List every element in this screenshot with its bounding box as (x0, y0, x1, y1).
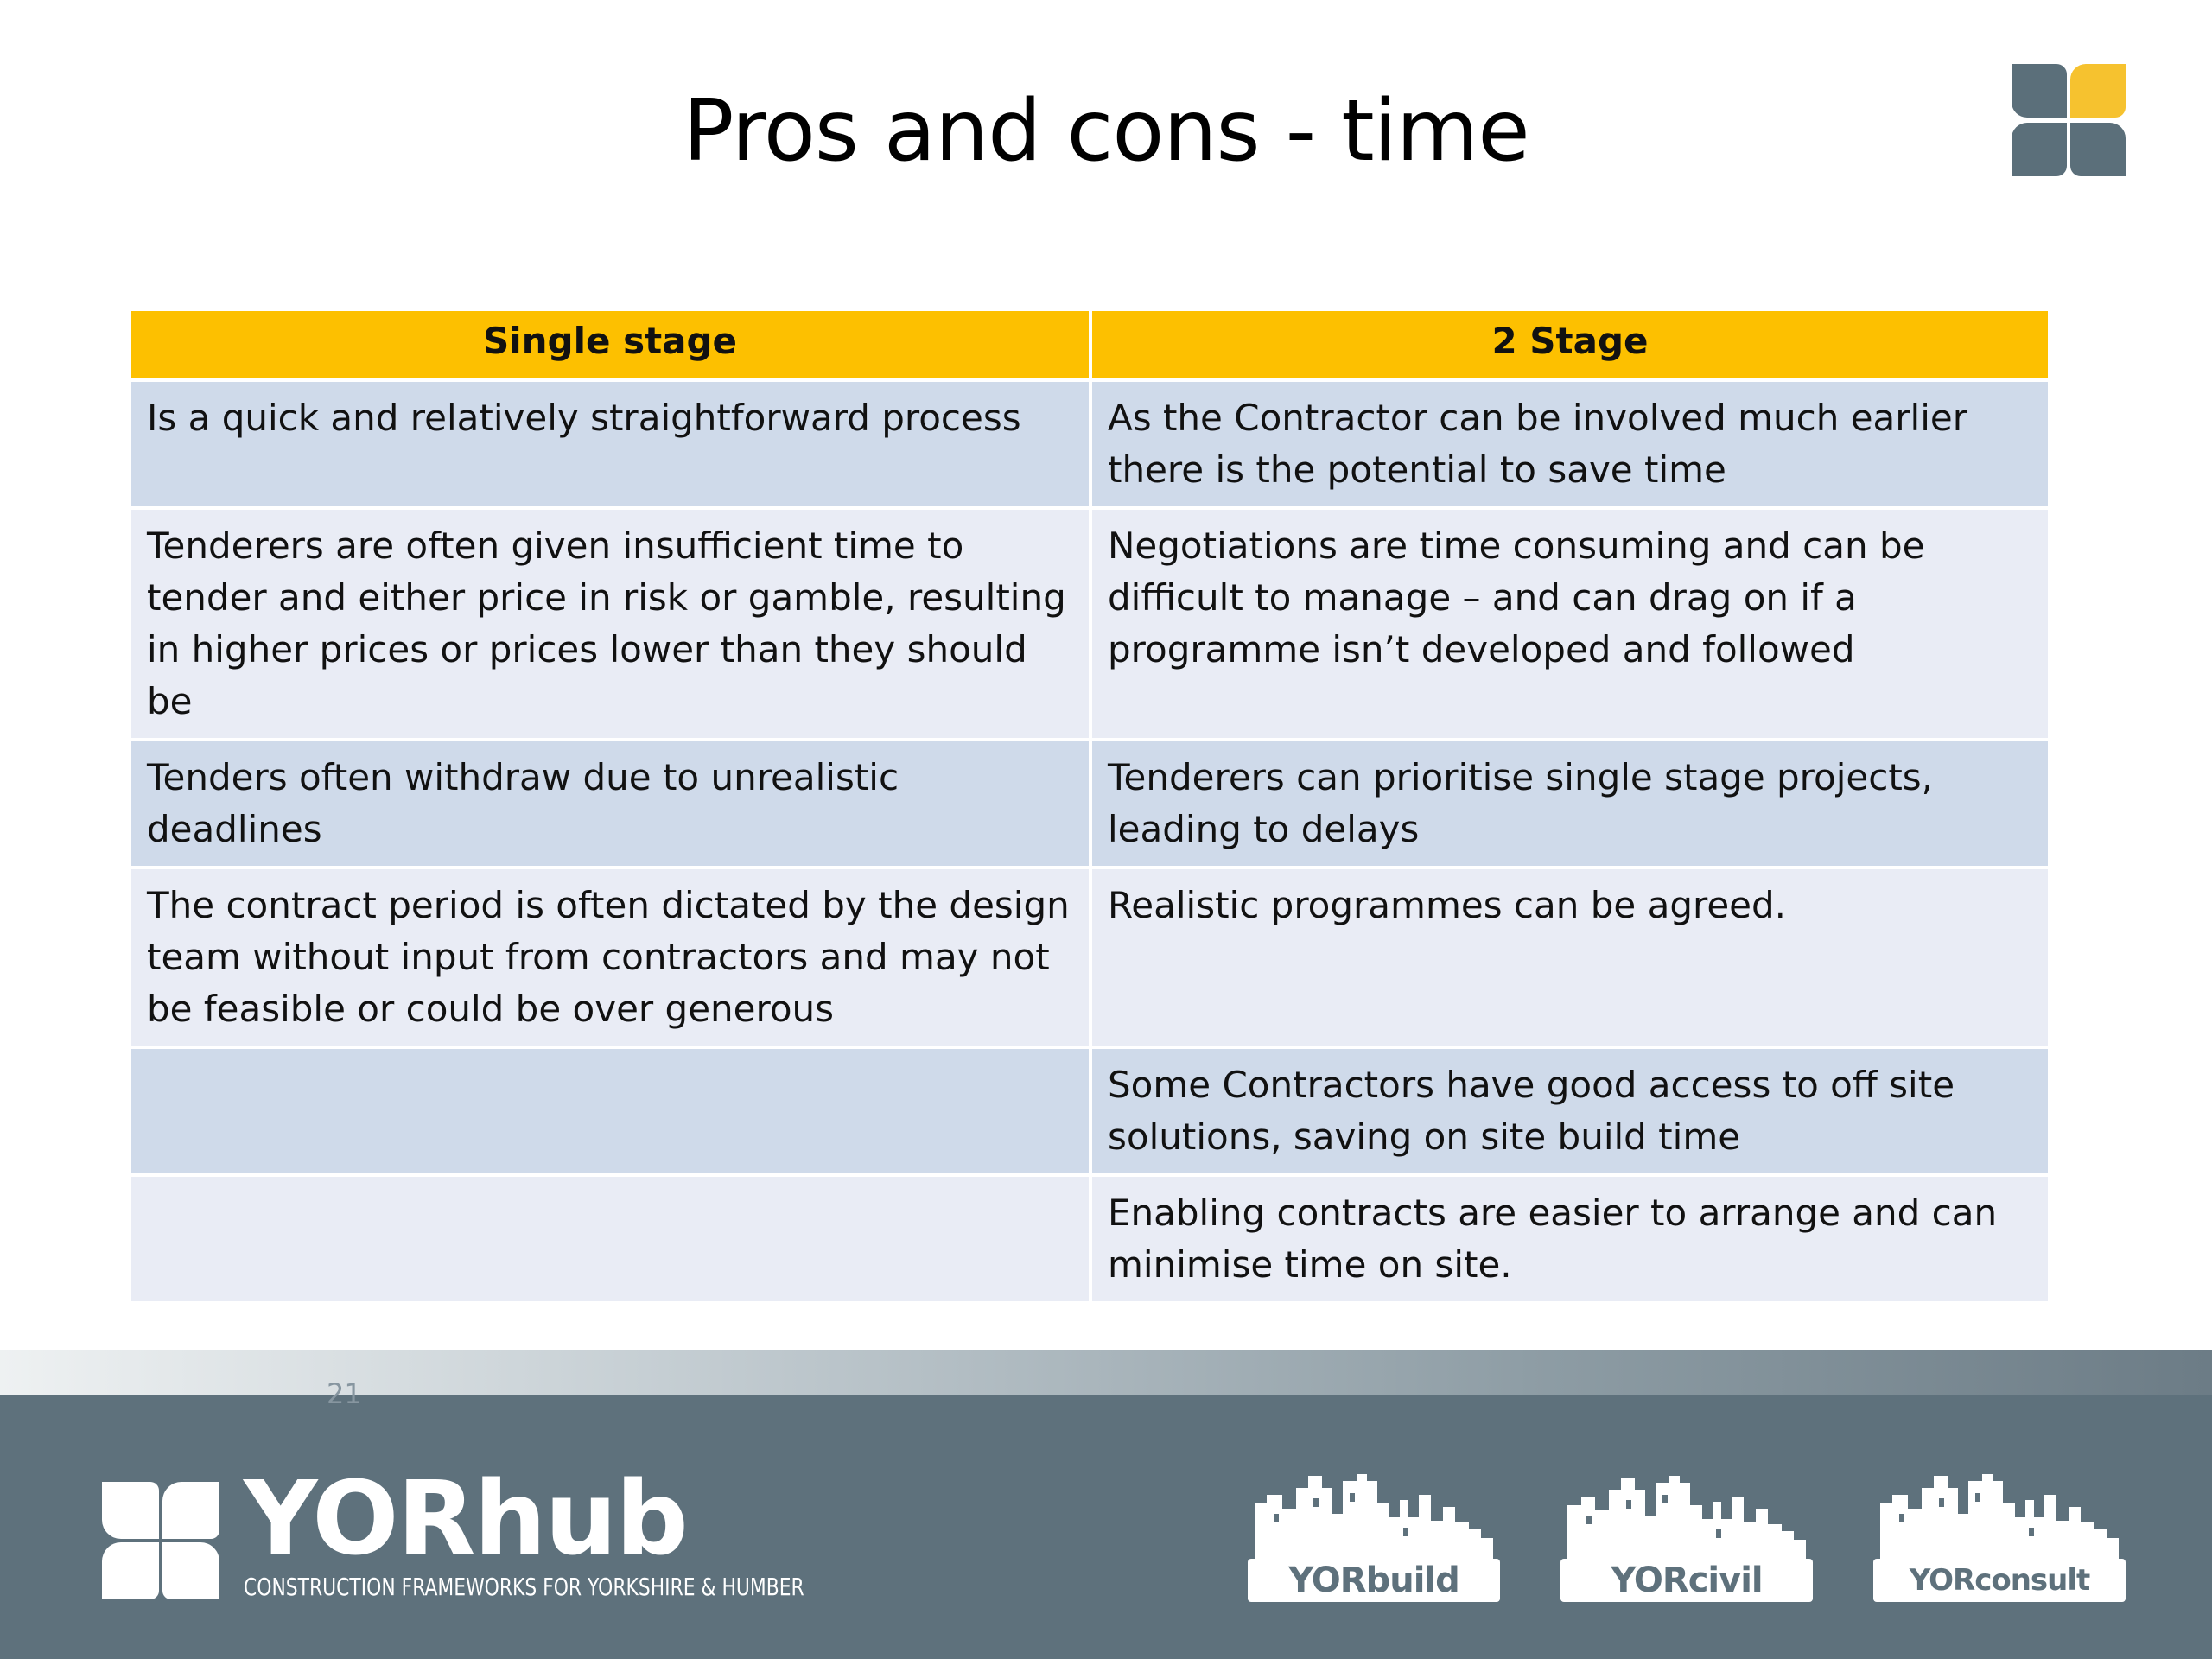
yorhub-tagline: CONSTRUCTION FRAMEWORKS FOR YORKSHIRE & HUMBER (244, 1573, 804, 1601)
yorconsult-label: YORconsult (1873, 1559, 2126, 1602)
yorcivil-label: YORcivil (1560, 1559, 1813, 1602)
yorhub-petal-logo (2012, 64, 2126, 176)
table-cell: As the Contractor can be involved much earlier there is the potential to save time (1090, 380, 2050, 508)
skyline-icon (1560, 1469, 1813, 1560)
table-row (130, 740, 2050, 868)
table-cell: Enabling contracts are easier to arrange and can minimise time on site. (1090, 1175, 2050, 1303)
table-cell: Tenderers can prioritise single stage projects, leading to delays (1090, 740, 2050, 868)
table-header-row (130, 309, 2050, 380)
slide-title: Pros and cons - time (683, 82, 1529, 181)
yorcivil-logo (1560, 1469, 1813, 1604)
yorbuild-logo (1248, 1469, 1500, 1604)
pros-cons-table (128, 308, 2051, 1305)
skyline-icon (1248, 1469, 1500, 1560)
table-cell: Tenderers are often given insufficient time to tender and either price in risk or gamble, resulting in higher prices or prices lower than they should be (130, 508, 1090, 740)
table-row (130, 380, 2050, 508)
yorbuild-label: YORbuild (1248, 1559, 1500, 1602)
table-row (130, 1047, 2050, 1175)
table-cell (130, 1175, 1090, 1303)
table-cell: Some Contractors have good access to off site solutions, saving on site build time (1090, 1047, 2050, 1175)
table-cell (130, 1047, 1090, 1175)
column-header-single-stage: Single stage (130, 309, 1090, 380)
table-cell: Is a quick and relatively straightforward process (130, 380, 1090, 508)
table-cell: Tenders often withdraw due to unrealistic deadlines (130, 740, 1090, 868)
skyline-icon (1873, 1469, 2126, 1560)
table-row (130, 868, 2050, 1047)
table-cell: The contract period is often dictated by the design team without input from contractors and may not be feasible or could be over generous (130, 868, 1090, 1047)
yorhub-petal-logo (102, 1482, 219, 1599)
table-row (130, 508, 2050, 740)
yorconsult-logo (1873, 1469, 2126, 1604)
yorhub-wordmark: YORhub (244, 1459, 687, 1578)
table-cell: Realistic programmes can be agreed. (1090, 868, 2050, 1047)
column-header-2-stage: 2 Stage (1090, 309, 2050, 380)
table-row (130, 1175, 2050, 1303)
slide-number: 21 (327, 1377, 362, 1410)
table-cell: Negotiations are time consuming and can be difficult to manage – and can drag on if a programme isn’t developed and followed (1090, 508, 2050, 740)
